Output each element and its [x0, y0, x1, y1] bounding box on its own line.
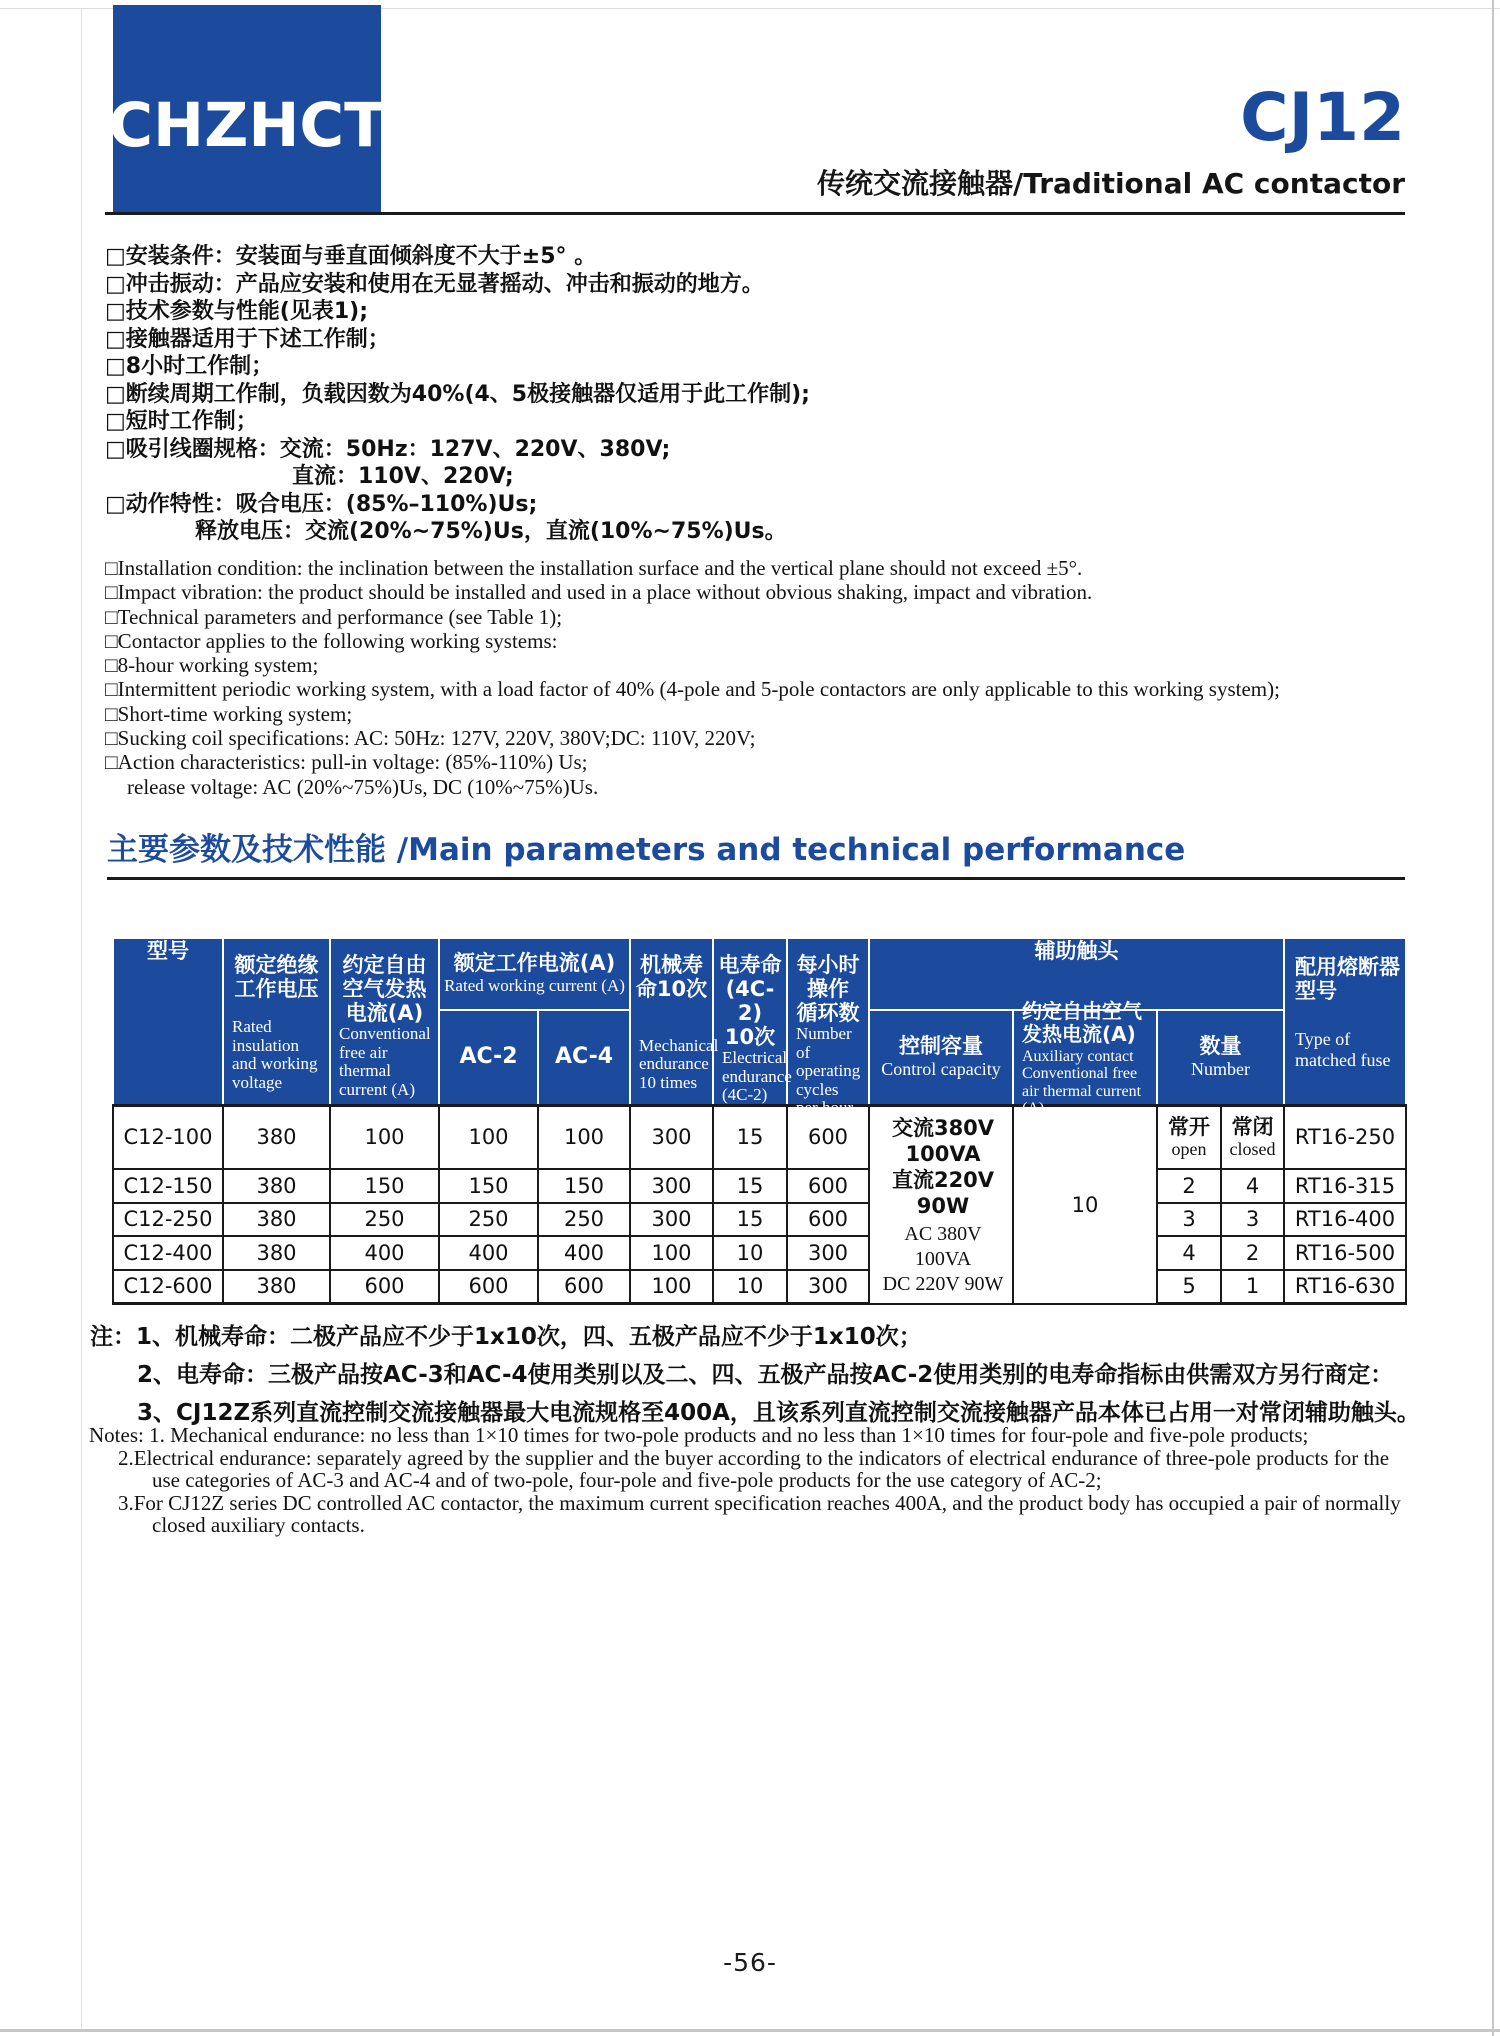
parameters-table	[112, 937, 1407, 1305]
en-feature-line: □Action characteristics: pull-in voltage: (85%-110%) Us;	[105, 750, 588, 775]
cell-open-count: 5	[1157, 1270, 1221, 1304]
cell-ac2: 600	[439, 1270, 538, 1304]
header-number	[1157, 1010, 1284, 1105]
cell-open-count: 2	[1157, 1169, 1221, 1203]
header-rated-current-group	[439, 938, 630, 1010]
header-ac4	[538, 1010, 630, 1105]
cell-mech: 300	[630, 1203, 713, 1237]
cell-ac4: 150	[538, 1169, 630, 1203]
cell-closed-count: 1	[1221, 1270, 1284, 1304]
cell-fuse: RT16-400	[1284, 1203, 1406, 1237]
header-model-zh: 型号	[147, 939, 189, 963]
cell-fuse: RT16-500	[1284, 1236, 1406, 1270]
header-electrical-en: Electrical endurance (4C-2) 10 times	[722, 1048, 792, 1123]
table-row	[113, 1169, 1406, 1203]
section-rule	[107, 877, 1405, 880]
header-rule	[105, 212, 1405, 215]
cell-open-label	[1157, 1105, 1221, 1169]
header-aux-thermal-en: Auxiliary contact Conventional free air thermal current (A)	[1022, 1047, 1142, 1117]
closed-label-en: closed	[1229, 1139, 1276, 1160]
header-auxiliary-zh: 辅助触头	[1034, 939, 1119, 963]
cell-elec: 15	[713, 1203, 787, 1237]
cell-aux-thermal-value: 10	[1013, 1105, 1157, 1304]
cell-model: C12-600	[113, 1270, 223, 1304]
cell-model: C12-100	[113, 1105, 223, 1169]
cell-cycles: 600	[787, 1169, 869, 1203]
cell-fuse: RT16-630	[1284, 1270, 1406, 1304]
cell-model: C12-400	[113, 1236, 223, 1270]
cell-ac2: 250	[439, 1203, 538, 1237]
cell-model: C12-150	[113, 1169, 223, 1203]
header-rated-current-en: Rated working current (A)	[444, 975, 625, 995]
cell-elec: 10	[713, 1236, 787, 1270]
header-insulation-en: Rated insulation and working voltage	[232, 1017, 318, 1092]
cell-fuse: RT16-315	[1284, 1169, 1406, 1203]
cn-feature-line: □断续周期工作制，负载因数为40%(4、5极接触器仅适用于此工作制);	[105, 381, 810, 407]
header-aux-thermal-current	[1013, 998, 1157, 1117]
cell-voltage: 380	[223, 1236, 330, 1270]
cell-thermal: 400	[330, 1236, 439, 1270]
cn-feature-line: □短时工作制；	[105, 409, 258, 434]
cell-mech: 300	[630, 1105, 713, 1169]
cn-feature-line: □8小时工作制；	[105, 354, 274, 379]
en-feature-line: release voltage: AC (20%~75%)Us, DC (10%~75%)Us.	[127, 774, 599, 799]
cn-note-line: 注：1、机械寿命：二极产品应不少于1x10次，四、五极产品应不少于1x10次；	[90, 1324, 922, 1350]
en-feature-line: □Impact vibration: the product should be installed and used in a place without obvious shaking, impact and vibration.	[105, 580, 1093, 605]
header-model	[113, 938, 223, 1105]
cn-feature-line: □接触器适用于下述工作制；	[105, 326, 390, 352]
cell-thermal: 250	[330, 1203, 439, 1237]
cn-note-line: 2、电寿命：三极产品按AC-3和AC-4使用类别以及二、四、五极产品按AC-2使用类别的电寿命指标由供需双方另行商定：	[137, 1362, 1394, 1388]
cell-closed-label	[1221, 1105, 1284, 1169]
header-thermal-zh: 约定自由 空气发热 电流(A)	[342, 953, 427, 1025]
cell-fuse: RT16-250	[1284, 1105, 1406, 1169]
cn-feature-list	[105, 243, 810, 546]
table-row	[113, 1236, 1406, 1270]
cell-mech: 100	[630, 1270, 713, 1304]
cell-ac2: 100	[439, 1105, 538, 1169]
en-feature-line: □Intermittent periodic working system, with a load factor of 40% (4-pole and 5-pole contactors are only applicable to this working system);	[105, 677, 1280, 702]
open-label-en: open	[1171, 1139, 1207, 1160]
cn-note-line: 3、CJ12Z系列直流控制交流接触器最大电流规格至400A，且该系列直流控制交流接触器产品本体已占用一对常闭辅助触头。	[137, 1400, 1420, 1426]
open-label-zh: 常开	[1168, 1115, 1210, 1140]
page-edge-left	[81, 8, 82, 2030]
control-capacity-en: AC 380V 100VA DC 220V 90W	[882, 1222, 1004, 1295]
header-electrical-zh: 电寿命 (4C-2) 10次	[718, 953, 782, 1049]
header-insulation-voltage	[223, 938, 330, 1105]
cn-feature-line: □技术参数与性能(见表1);	[105, 299, 369, 324]
cell-mech: 100	[630, 1236, 713, 1270]
header-ac2-label: AC-2	[459, 1043, 518, 1069]
cell-ac2: 150	[439, 1169, 538, 1203]
cn-feature-line: □吸引线圈规格：交流：50Hz：127V、220V、380V;	[105, 436, 671, 462]
control-capacity-zh: 交流380V 100VA 直流220V 90W	[891, 1115, 995, 1218]
en-feature-line: □8-hour working system;	[105, 653, 319, 678]
header-control-capacity	[869, 1010, 1013, 1105]
brand-logo-box	[108, 5, 386, 213]
cell-cycles: 300	[787, 1270, 869, 1304]
header-cycles-en: Number of operating cycles per hour	[796, 1024, 861, 1117]
header-mechanical-endurance	[630, 938, 719, 1105]
en-feature-list	[105, 556, 1280, 799]
header-control-zh: 控制容量	[899, 1034, 983, 1059]
cell-closed-count: 4	[1221, 1169, 1284, 1203]
header-ac2	[439, 1010, 538, 1105]
page-edge-right	[1492, 0, 1494, 2036]
header-number-zh: 数量	[1199, 1034, 1242, 1059]
cell-control-capacity	[869, 1105, 1013, 1304]
header-control-en: Control capacity	[881, 1059, 1001, 1080]
brand-logo-text: CHZHCT	[108, 89, 386, 161]
header-cycles-per-hour	[787, 938, 869, 1117]
cell-elec: 15	[713, 1105, 787, 1169]
cell-elec: 10	[713, 1270, 787, 1304]
cell-open-count: 3	[1157, 1203, 1221, 1237]
cell-model: C12-250	[113, 1203, 223, 1237]
table-row	[113, 1270, 1406, 1304]
product-subtitle: 传统交流接触器/Traditional AC contactor	[816, 167, 1405, 200]
header-thermal-en: Conventional free air thermal current (A)	[339, 1024, 431, 1099]
header-thermal-current	[330, 938, 439, 1105]
en-feature-line: □Contactor applies to the following working systems:	[105, 628, 558, 653]
en-feature-line: □Technical parameters and performance (see Table 1);	[105, 604, 563, 629]
cell-ac4: 600	[538, 1270, 630, 1304]
header-cycles-zh: 每小时 操作 循环数	[796, 953, 860, 1025]
header-rated-current-zh: 额定工作电流(A)	[453, 950, 616, 975]
cell-closed-count: 3	[1221, 1203, 1284, 1237]
header-mechanical-en: Mechanical endurance 10 times	[639, 1035, 719, 1092]
cell-thermal: 600	[330, 1270, 439, 1304]
cell-cycles: 300	[787, 1236, 869, 1270]
page-number: -56-	[723, 1948, 777, 1977]
cn-feature-line: □冲击振动：产品应安装和使用在无显著摇动、冲击和振动的地方。	[105, 271, 764, 297]
section-title: 主要参数及技术性能 /Main parameters and technical performance	[107, 832, 1186, 868]
cell-ac4: 400	[538, 1236, 630, 1270]
header-ac4-label: AC-4	[554, 1043, 614, 1069]
cell-thermal: 100	[330, 1105, 439, 1169]
en-note-line: Notes: 1. Mechanical endurance: no less than 1×10 times for two-pole products and no less than 1×10 times for four-pole and five-pole products;	[89, 1423, 1309, 1447]
cell-open-count: 4	[1157, 1236, 1221, 1270]
cn-notes	[90, 1318, 1420, 1432]
closed-label-zh: 常闭	[1231, 1115, 1274, 1140]
cn-feature-line: 直流：110V、220V;	[292, 464, 514, 489]
en-feature-line: □Short-time working system;	[105, 701, 353, 726]
cn-feature-line: 释放电压：交流(20%~75%)Us，直流(10%~75%)Us。	[195, 519, 787, 544]
en-notes	[89, 1424, 1419, 1537]
page-edge-bottom	[0, 2029, 1500, 2032]
en-note-line: 2.Electrical endurance: separately agreed by the supplier and the buyer according to the indicators of electrical endurance of three-pole products for the use categories of AC-3 and AC-4 and of two-pole, four-pole and five-pole products for the use category of AC-2;	[118, 1445, 1390, 1493]
cell-mech: 300	[630, 1169, 713, 1203]
header-insulation-zh: 额定绝缘 工作电压	[234, 953, 319, 1001]
cell-ac4: 250	[538, 1203, 630, 1237]
cell-cycles: 600	[787, 1105, 869, 1169]
cn-feature-line: □安装条件：安装面与垂直面倾斜度不大于±5° 。	[105, 244, 597, 269]
header-aux-thermal-zh: 约定自由空气 发热电流(A)	[1022, 998, 1142, 1046]
cell-voltage: 380	[223, 1203, 330, 1237]
en-feature-line: □Installation condition: the inclination between the installation surface and the vertical plane should not exceed ±5°.	[105, 556, 1083, 580]
header-matched-fuse	[1284, 938, 1406, 1105]
cell-ac4: 100	[538, 1105, 630, 1169]
header-mechanical-zh: 机械寿 命10次	[635, 953, 708, 1001]
cell-voltage: 380	[223, 1270, 330, 1304]
table-row	[113, 1203, 1406, 1237]
en-feature-line: □Sucking coil specifications: AC: 50Hz: 127V, 220V, 380V;DC: 110V, 220V;	[105, 726, 756, 751]
cell-cycles: 600	[787, 1203, 869, 1237]
en-note-line: 3.For CJ12Z series DC controlled AC contactor, the maximum current specification reaches 400A, and the product body has occupied a pair of normally closed auxiliary contacts.	[118, 1490, 1401, 1538]
cell-elec: 15	[713, 1169, 787, 1203]
product-series-title: CJ12	[1240, 79, 1405, 156]
header-electrical-endurance	[713, 938, 792, 1123]
cn-feature-line: □动作特性：吸合电压：(85%–110%)Us;	[105, 491, 538, 517]
cell-closed-count: 2	[1221, 1236, 1284, 1270]
cell-voltage: 380	[223, 1169, 330, 1203]
cell-voltage: 380	[223, 1105, 330, 1169]
header-number-en: Number	[1191, 1059, 1250, 1080]
cell-ac2: 400	[439, 1236, 538, 1270]
header-fuse-en: Type of matched fuse	[1295, 1029, 1391, 1070]
header-fuse-zh: 配用熔断器 型号	[1295, 955, 1400, 1003]
cell-thermal: 150	[330, 1169, 439, 1203]
